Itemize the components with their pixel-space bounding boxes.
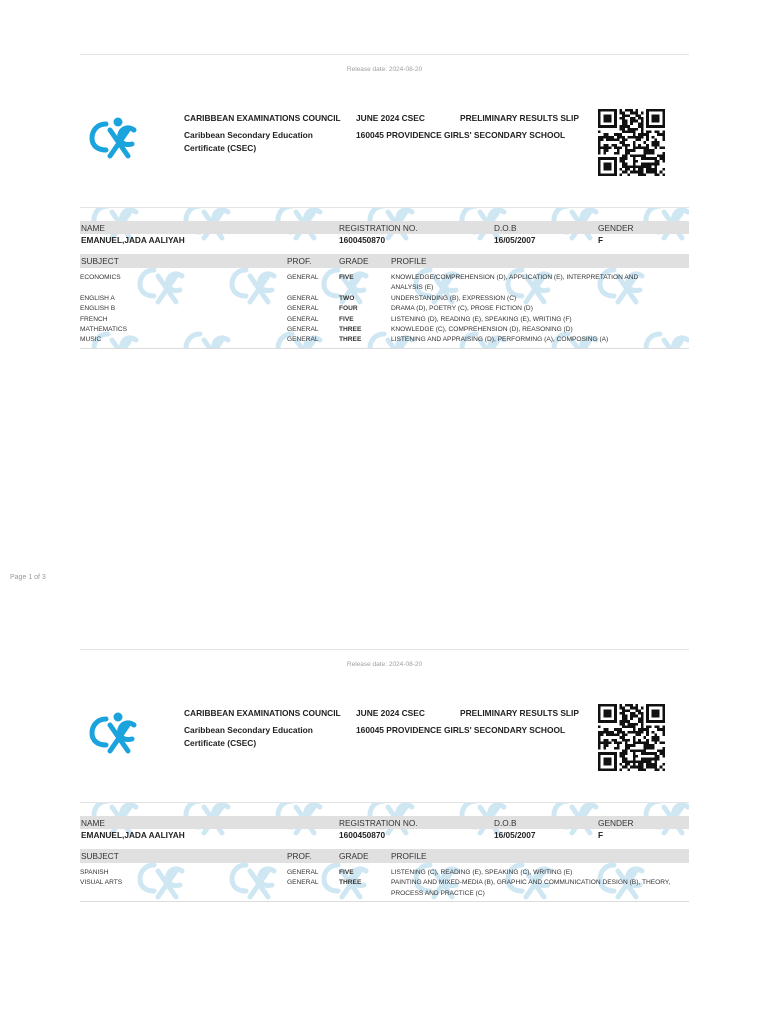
candidate-name: EMANUEL,JADA AALIYAH [81, 235, 185, 245]
council-name: CARIBBEAN EXAMINATIONS COUNCIL [184, 113, 341, 123]
subject-name: SPANISH [80, 869, 109, 876]
registration-number: 1600450870 [339, 830, 386, 840]
results-slip-2 [80, 649, 689, 902]
registration-label: REGISTRATION NO. [339, 818, 418, 828]
top-divider [80, 54, 689, 55]
grade: TWO [339, 294, 355, 302]
results-section [80, 803, 689, 901]
gender-label: GENDER [598, 223, 634, 233]
dob-label: D.O.B [494, 223, 517, 233]
grade-column-header: GRADE [339, 851, 369, 861]
subject-name: FRENCH [80, 315, 108, 323]
subject-list [80, 863, 689, 901]
grade: THREE [339, 326, 362, 334]
proficiency: GENERAL [287, 294, 319, 302]
profile: LISTENING (C), READING (E), SPEAKING (C), WRITING (E) [391, 869, 573, 876]
subject-name: VISUAL ARTS [80, 879, 123, 887]
subject-list [80, 268, 689, 348]
subject-row [80, 878, 689, 899]
subjects-header-bar [80, 849, 689, 863]
release-date: Release date: 2024-08-20 [346, 66, 423, 73]
council-name: CARIBBEAN EXAMINATIONS COUNCIL [184, 708, 341, 718]
grade: FOUR [339, 305, 358, 313]
date-of-birth: 16/05/2007 [494, 235, 536, 245]
cxc-logo-icon [88, 116, 144, 160]
grade: THREE [339, 879, 362, 887]
candidate-header-bar [80, 221, 689, 234]
grade: FIVE [339, 274, 354, 281]
proficiency: GENERAL [287, 879, 319, 887]
proficiency: GENERAL [287, 274, 319, 281]
subject-name: MUSIC [80, 336, 102, 344]
candidate-values [80, 829, 689, 843]
slip-header [80, 76, 689, 171]
profile: UNDERSTANDING (B), EXPRESSION (C) [391, 294, 517, 302]
prof-column-header: PROF. [287, 851, 312, 861]
prof-column-header: PROF. [287, 256, 312, 266]
grade: FIVE [339, 315, 354, 323]
page-indicator: Page 1 of 3 [10, 574, 46, 581]
proficiency: GENERAL [287, 315, 319, 323]
date-of-birth: 16/05/2007 [494, 830, 536, 840]
gender-value: F [598, 235, 604, 245]
subject-column-header: SUBJECT [81, 851, 119, 861]
proficiency: GENERAL [287, 869, 319, 876]
subject-row [80, 304, 689, 314]
cxc-logo-icon [88, 711, 144, 755]
qr-code-icon [598, 704, 665, 771]
school-name: 160045 PROVIDENCE GIRLS' SECONDARY SCHOOL [356, 725, 566, 735]
profile: DRAMA (D), POETRY (C), PROSE FICTION (D) [391, 305, 533, 313]
top-divider [80, 649, 689, 650]
qr-code-icon [598, 109, 665, 176]
name-label: NAME [81, 223, 105, 233]
subject-row [80, 273, 689, 294]
candidate-name: EMANUEL,JADA AALIYAH [81, 830, 185, 840]
subject-column-header: SUBJECT [81, 256, 119, 266]
subject-name: MATHEMATICS [80, 326, 128, 334]
subjects-header-bar [80, 254, 689, 268]
certificate-name: Caribbean Secondary Education Certificate (CSEC) [184, 130, 313, 153]
profile-column-header: PROFILE [391, 851, 427, 861]
grade-column-header: GRADE [339, 256, 369, 266]
candidate-header-bar [80, 816, 689, 829]
results-slip-1 [80, 54, 689, 349]
subject-row [80, 325, 689, 335]
gender-value: F [598, 830, 604, 840]
profile-column-header: PROFILE [391, 256, 427, 266]
profile: KNOWLEDGE/COMPREHENSION (D), APPLICATION (E), INTERPRETATION AND ANALYSIS (E) [391, 274, 639, 292]
results-section [80, 208, 689, 348]
subject-name: ENGLISH A [80, 294, 115, 302]
certificate-name: Caribbean Secondary Education Certificate (CSEC) [184, 725, 313, 748]
profile: PAINTING AND MIXED-MEDIA (B), GRAPHIC AND COMMUNICATION DESIGN (B), THEORY, PROCESS AND PRACTICE (C) [391, 879, 671, 897]
exam-session: JUNE 2024 CSEC [356, 113, 425, 123]
dob-label: D.O.B [494, 818, 517, 828]
slip-type: PRELIMINARY RESULTS SLIP [460, 708, 579, 718]
registration-label: REGISTRATION NO. [339, 223, 418, 233]
gender-label: GENDER [598, 818, 634, 828]
school-name: 160045 PROVIDENCE GIRLS' SECONDARY SCHOOL [356, 130, 566, 140]
registration-number: 1600450870 [339, 235, 386, 245]
subject-row [80, 868, 689, 878]
profile: LISTENING AND APPRAISING (D), PERFORMING (A), COMPOSING (A) [391, 336, 609, 344]
subject-row [80, 294, 689, 304]
slip-header [80, 671, 689, 766]
profile: KNOWLEDGE (C), COMPREHENSION (D), REASONING (D) [391, 326, 573, 334]
proficiency: GENERAL [287, 336, 319, 344]
proficiency: GENERAL [287, 305, 319, 313]
grade: FIVE [339, 869, 354, 876]
slip-type: PRELIMINARY RESULTS SLIP [460, 113, 579, 123]
grade: THREE [339, 336, 362, 344]
subject-row [80, 315, 689, 325]
exam-session: JUNE 2024 CSEC [356, 708, 425, 718]
profile: LISTENING (D), READING (E), SPEAKING (E), WRITING (F) [391, 315, 572, 323]
candidate-values [80, 234, 689, 248]
subject-row [80, 335, 689, 345]
name-label: NAME [81, 818, 105, 828]
subject-name: ECONOMICS [80, 274, 121, 281]
release-date: Release date: 2024-08-20 [346, 661, 423, 668]
proficiency: GENERAL [287, 326, 319, 334]
subject-name: ENGLISH B [80, 305, 116, 313]
